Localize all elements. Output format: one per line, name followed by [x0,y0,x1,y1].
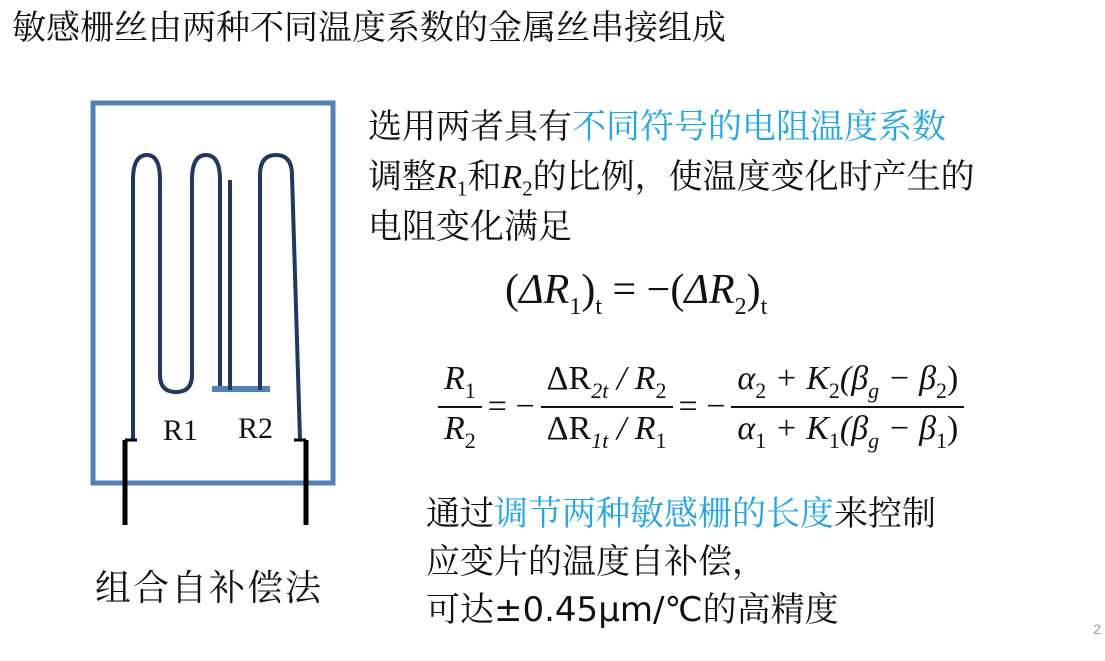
eq2-mid-den-sub: 1t [591,427,609,453]
eq2-mid-num: ΔR [546,360,592,397]
r2-wire [230,155,300,440]
var-r1-sub: 1 [456,176,468,201]
eq1-close1: ) [581,267,596,313]
eq2-lhs-num: R [444,360,465,397]
para2-line2: 应变片的温度自补偿， [426,542,766,582]
eq2-equals-neg-2: = − [678,387,726,425]
slide-title: 敏感栅丝由两种不同温度系数的金属丝串接组成 [12,8,726,48]
para2-line1 [426,489,936,539]
para2-line3: 可达±0.45μm/℃的高精度 [426,590,839,630]
eq1-t1: t [595,293,602,320]
diagram-caption: 组合自补偿法 [95,568,324,609]
eq1-equals: = −( [612,267,685,313]
eq2-rhs-den-beta-sub: 1 [936,427,948,453]
eq2-mid-fraction [541,360,673,454]
eq2-mid-num-sub: 2t [591,377,609,403]
para1-line1 [368,102,946,152]
r1-wire [133,155,220,440]
eq2-rhs-num-alpha-sub: 2 [755,377,767,403]
eq2-mid-den-tail: / R [608,409,656,447]
eq2-rhs-den-close: ) [947,409,959,447]
eq2-lhs-den-sub: 2 [464,427,476,453]
eq2-equals-neg-1: = − [487,387,535,425]
eq2-lhs-fraction [438,360,482,454]
eq1-sub1: 1 [569,293,582,320]
eq2-mid-den-tail-sub: 1 [655,427,667,453]
var-r2: R [501,159,523,196]
eq2-rhs-den-alpha: α [737,409,756,447]
eq2-rhs-num-beta: (β [839,360,869,397]
eq2-lhs-den: R [444,409,465,447]
r2-label: R2 [238,412,274,445]
para1-line3: 电阻变化满足 [368,207,572,247]
eq1-sub2: 2 [734,293,747,320]
eq2-rhs-den-k: + K [766,409,829,447]
para1-adjust: 调整 [368,157,436,197]
eq2-rhs-num-close: ) [947,360,959,397]
para1-prefix: 选用两者具有 [368,107,572,147]
eq2-mid-num-tail: / R [608,360,656,397]
eq2-rhs-num-alpha: α [737,360,756,397]
para2-prefix: 通过 [426,494,494,534]
eq2-rhs-fraction [731,360,964,454]
eq1-close2: ) [746,267,761,313]
page-number: 2 [1093,621,1101,637]
para1-and: 和 [467,157,502,197]
eq1-delta-r2: ΔR [684,267,735,313]
strain-gauge-diagram [0,0,360,560]
eq1-t2: t [760,293,768,320]
equation-1 [505,266,767,321]
eq2-rhs-den-minus-beta: − β [879,409,937,447]
eq2-rhs-num-minus-beta: − β [879,360,937,397]
para2-suffix: 来控制 [834,494,936,534]
var-r1: R [436,159,457,196]
eq1-open: ( [505,267,519,313]
eq2-rhs-den-beta: (β [839,409,869,447]
para1-highlight: 不同符号的电阻温度系数 [572,107,946,147]
eq2-mid-num-tail-sub: 2 [655,377,667,403]
eq1-delta-r1: ΔR [519,267,570,313]
eq2-rhs-num-beta-sub: 2 [936,377,948,403]
eq2-rhs-den-g: g [868,427,880,453]
var-r2-sub: 2 [522,176,533,201]
eq2-rhs-den-alpha-sub: 1 [755,427,767,453]
eq2-mid-den: ΔR [546,409,592,447]
eq2-rhs-num-k-sub: 2 [828,377,840,403]
para2-highlight: 调节两种敏感栅的长度 [494,494,834,534]
eq2-lhs-num-sub: 1 [464,377,476,403]
equation-2 [438,360,964,454]
eq2-rhs-den-k-sub: 1 [828,427,840,453]
eq2-rhs-num-k: + K [766,360,829,397]
eq2-rhs-num-g: g [868,377,880,403]
r1-label: R1 [163,414,199,447]
para1-rest: 的比例，使温度变化时产生的 [532,157,975,197]
